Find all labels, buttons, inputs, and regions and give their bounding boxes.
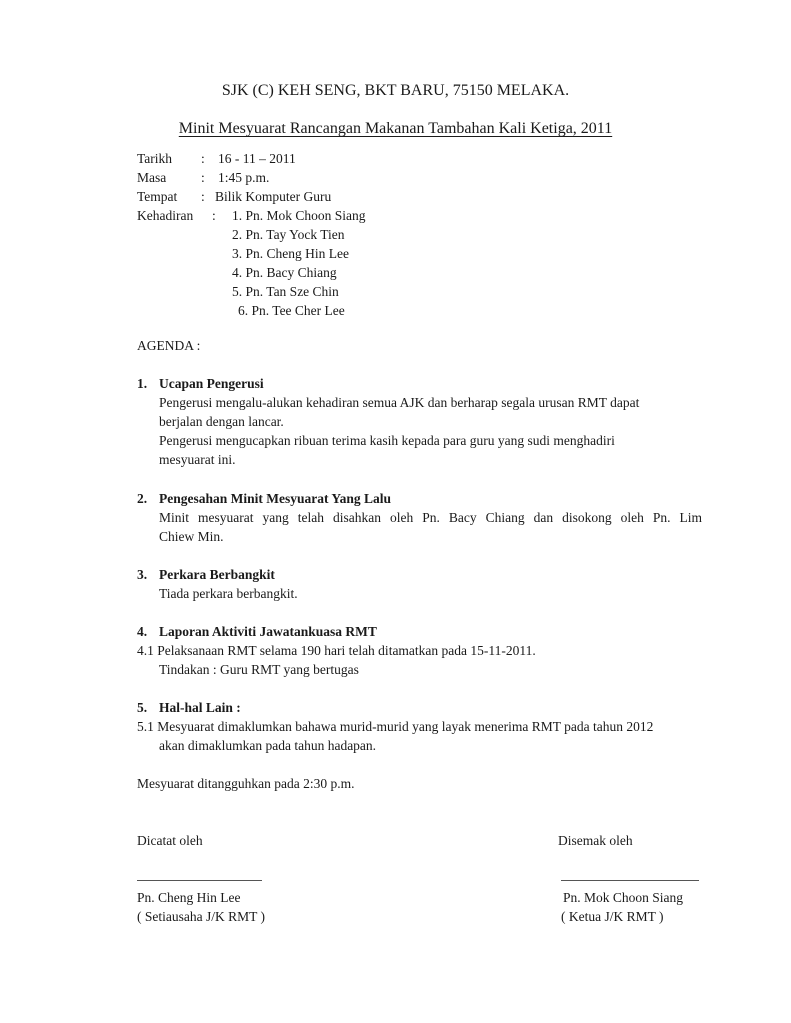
item-number: 1. — [137, 376, 148, 391]
school-name: SJK (C) KEH SENG, BKT BARU, 75150 MELAKA. — [221, 82, 570, 99]
item-number: 4. — [137, 624, 148, 639]
item-heading: Pengesahan Minit Mesyuarat Yang Lalu — [159, 491, 392, 506]
masa-label: Masa — [137, 170, 167, 185]
item-line: Chiew Min. — [159, 529, 224, 544]
kehadiran-sep: : — [212, 208, 216, 223]
item-line: Pengerusi mengucapkan ribuan terima kasih kepada para guru yang sudi menghadiri — [159, 433, 615, 448]
tempat-value: Bilik Komputer Guru — [215, 189, 332, 204]
item-line: akan dimaklumkan pada tahun hadapan. — [159, 738, 377, 753]
member-item: 4. Pn. Bacy Chiang — [232, 265, 337, 280]
item-number: 2. — [137, 491, 148, 506]
item-line: 5.1 Mesyuarat dimaklumkan bahawa murid-murid yang layak menerima RMT pada tahun 2012 — [137, 719, 654, 734]
tarikh-value: 16 - 11 – 2011 — [218, 151, 296, 166]
masa-sep: : — [201, 170, 205, 185]
signature-caption: Dicatat oleh — [137, 833, 203, 848]
masa-value: 1:45 p.m. — [218, 170, 270, 185]
member-item: 1. Pn. Mok Choon Siang — [232, 208, 366, 223]
item-number: 5. — [137, 700, 148, 715]
item-heading: Laporan Aktiviti Jawatankuasa RMT — [159, 624, 377, 639]
signature-caption: Disemak oleh — [558, 833, 633, 848]
signatory-name: Pn. Mok Choon Siang — [563, 890, 684, 905]
item-number: 3. — [137, 567, 148, 582]
item-heading: Perkara Berbangkit — [159, 567, 275, 582]
item-heading: Ucapan Pengerusi — [159, 376, 264, 391]
tarikh-label: Tarikh — [137, 151, 173, 166]
item-heading: Hal-hal Lain : — [159, 700, 241, 715]
item-line: Minit mesyuarat yang telah disahkan oleh Pn. Bacy Chiang dan disokong oleh Pn. Lim — [159, 510, 702, 525]
closing-statement: Mesyuarat ditangguhkan pada 2:30 p.m. — [137, 776, 355, 791]
item-line: Pengerusi mengalu-alukan kehadiran semua AJK dan berharap segala urusan RMT dapat — [159, 395, 640, 410]
tempat-label: Tempat — [137, 189, 178, 204]
member-item: 3. Pn. Cheng Hin Lee — [232, 246, 349, 261]
item-line: Tindakan : Guru RMT yang bertugas — [159, 662, 359, 677]
document-title: Minit Mesyuarat Rancangan Makanan Tambahan Kali Ketiga, 2011 — [178, 120, 613, 137]
tempat-sep: : — [201, 189, 205, 204]
signatory-role: ( Ketua J/K RMT ) — [561, 909, 664, 924]
signatory-name: Pn. Cheng Hin Lee — [137, 890, 241, 905]
agenda-label: AGENDA : — [137, 338, 201, 353]
item-line: Tiada perkara berbangkit. — [159, 586, 298, 601]
signature-line — [561, 880, 699, 881]
item-line: 4.1 Pelaksanaan RMT selama 190 hari telah ditamatkan pada 15-11-2011. — [137, 643, 536, 658]
member-item: 2. Pn. Tay Yock Tien — [232, 227, 345, 242]
signature-line — [137, 880, 262, 881]
kehadiran-label: Kehadiran — [137, 208, 194, 223]
member-item: 6. Pn. Tee Cher Lee — [238, 303, 345, 318]
item-line: berjalan dengan lancar. — [159, 414, 284, 429]
signatory-role: ( Setiausaha J/K RMT ) — [137, 909, 265, 924]
tarikh-sep: : — [201, 151, 205, 166]
item-line: mesyuarat ini. — [159, 452, 236, 467]
member-item: 5. Pn. Tan Sze Chin — [232, 284, 339, 299]
